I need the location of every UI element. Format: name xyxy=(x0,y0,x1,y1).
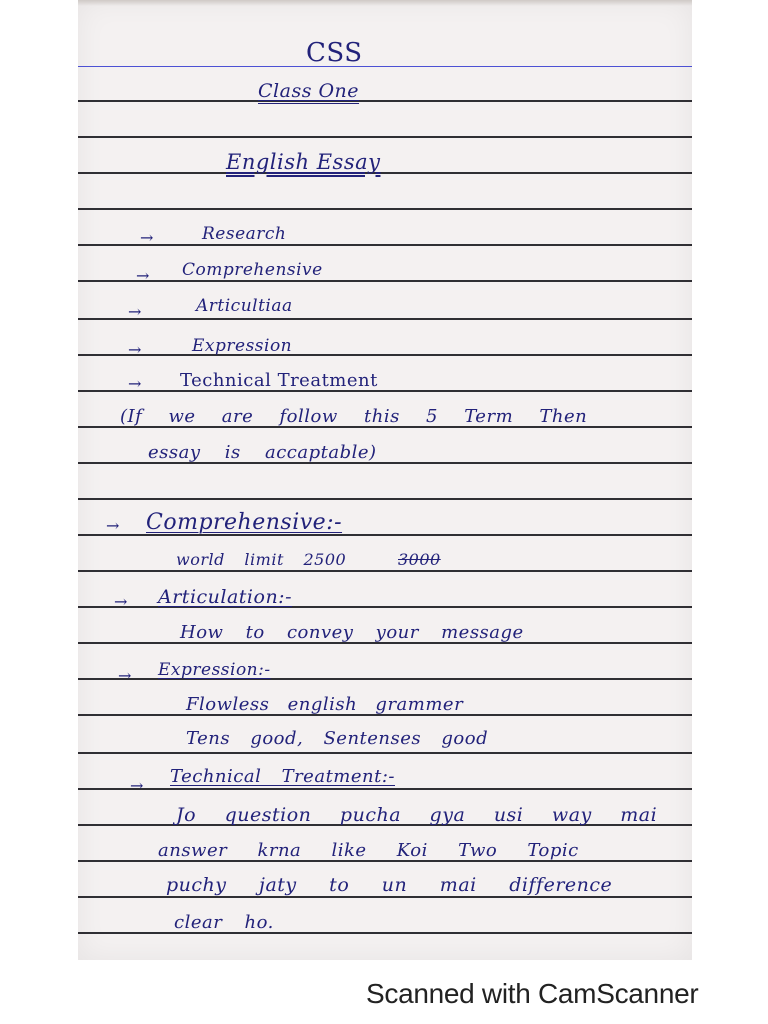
ruled-line xyxy=(78,896,692,898)
list-item: Articultiaa xyxy=(196,296,293,316)
section-heading: Expression:- xyxy=(158,660,271,680)
page-heading: English Essay xyxy=(226,150,381,174)
section-heading: Technical Treatment:- xyxy=(170,766,395,787)
list-item: Technical Treatment xyxy=(180,370,378,391)
section-text: puchy jaty to un mai difference xyxy=(166,874,613,896)
section-text: How to convey your message xyxy=(180,622,524,643)
list-item: Comprehensive xyxy=(182,260,323,280)
section-text: Tens good, Sentenses good xyxy=(186,728,489,749)
arrow-icon: → xyxy=(106,516,120,535)
ruled-line xyxy=(78,390,692,392)
ruled-line xyxy=(78,932,692,934)
list-item: Expression xyxy=(192,336,293,356)
section-text: Jo question pucha gya usi way mai xyxy=(176,804,658,826)
note-line: (If we are follow this 5 Term Then xyxy=(120,406,588,427)
page-edge xyxy=(78,0,692,6)
ruled-line xyxy=(78,354,692,356)
ruled-line xyxy=(78,788,692,790)
arrow-icon: → xyxy=(118,666,132,685)
section-text: world limit 2500 xyxy=(176,550,347,569)
section-text: answer krna like Koi Two Topic xyxy=(158,840,579,861)
arrow-icon: → xyxy=(128,340,142,359)
struck-text: 3000 xyxy=(398,550,441,569)
arrow-icon: → xyxy=(140,228,154,247)
section-text: Flowless english grammer xyxy=(186,694,464,715)
ruled-line xyxy=(78,208,692,210)
ruled-line xyxy=(78,318,692,320)
section-heading: Comprehensive:- xyxy=(146,510,343,535)
list-item: Research xyxy=(202,224,287,244)
note-line: essay is accaptable) xyxy=(148,442,377,463)
page-subtitle: Class One xyxy=(258,80,360,102)
page-title: CSS xyxy=(306,38,363,68)
section-heading: Articulation:- xyxy=(158,586,293,608)
arrow-icon: → xyxy=(114,592,128,611)
ruled-line xyxy=(78,100,692,102)
ruled-line xyxy=(78,136,692,138)
arrow-icon: → xyxy=(136,266,150,285)
ruled-line xyxy=(78,244,692,246)
arrow-icon: → xyxy=(130,776,144,795)
arrow-icon: → xyxy=(128,374,142,393)
ruled-line xyxy=(78,172,692,174)
section-text: clear ho. xyxy=(174,912,274,933)
ruled-line xyxy=(78,66,692,67)
arrow-icon: → xyxy=(128,302,142,321)
ruled-line xyxy=(78,570,692,572)
ruled-line xyxy=(78,752,692,754)
ruled-line xyxy=(78,280,692,282)
scanner-watermark: Scanned with CamScanner xyxy=(366,978,699,1009)
ruled-line xyxy=(78,498,692,500)
